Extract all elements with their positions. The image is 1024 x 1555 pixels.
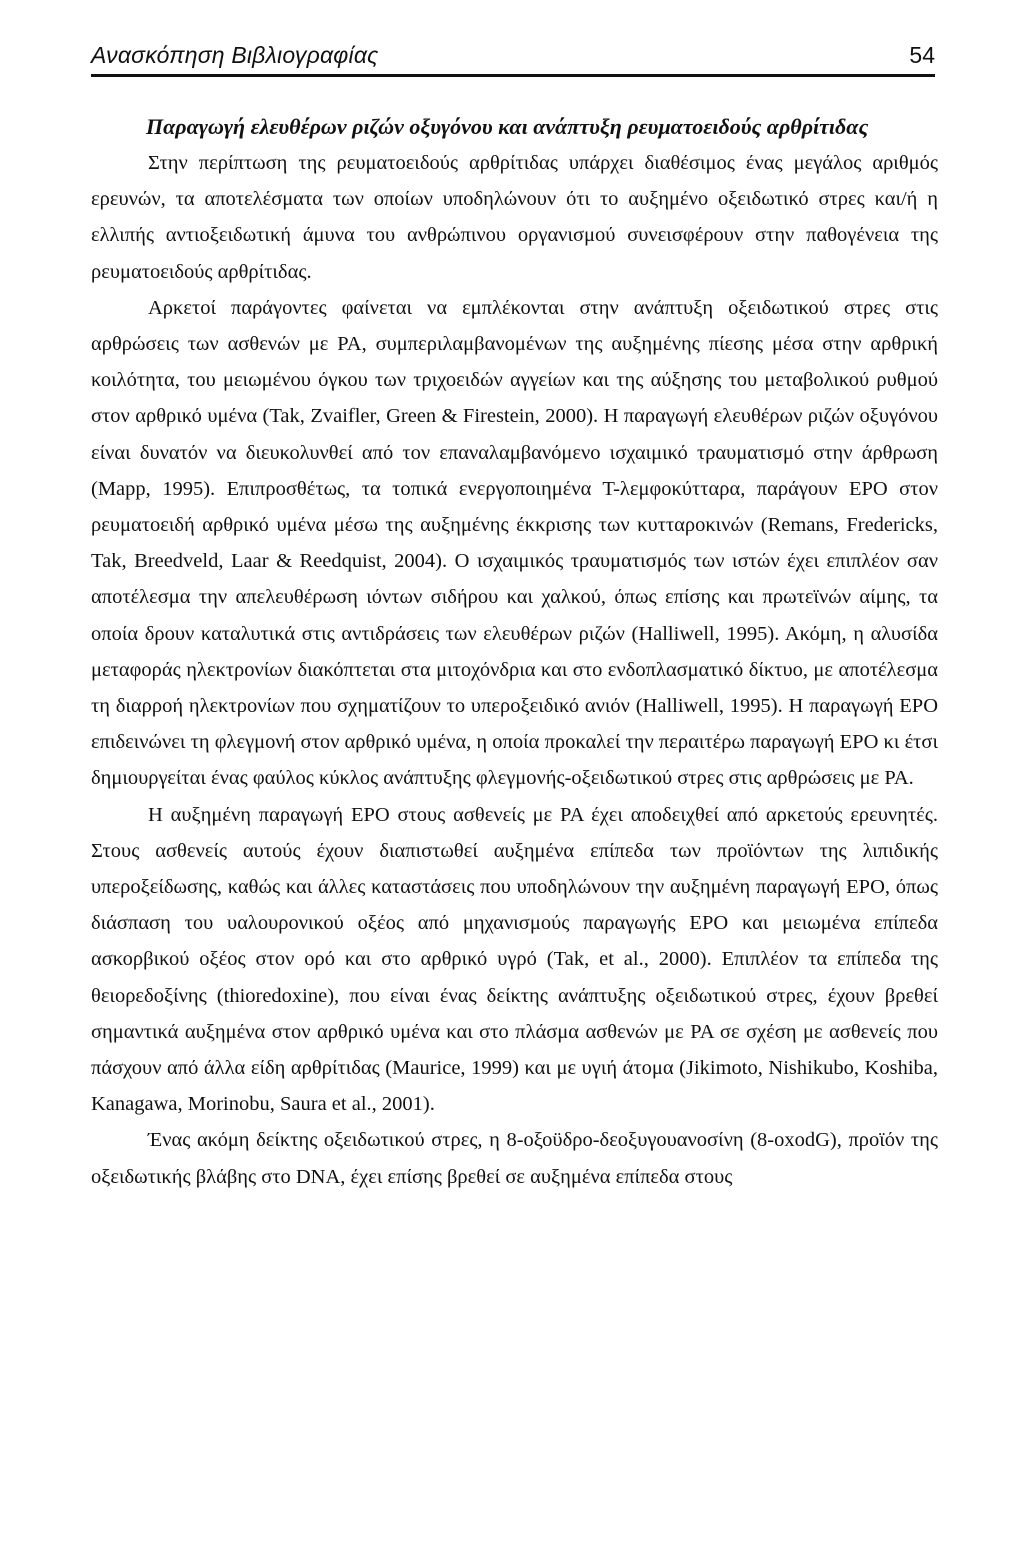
chapter-title: Ανασκόπηση Βιβλιογραφίας bbox=[91, 42, 379, 68]
page-number: 54 bbox=[909, 42, 935, 68]
header-divider bbox=[91, 74, 935, 77]
paragraph: Στην περίπτωση της ρευματοειδούς αρθρίτιδας υπάρχει διαθέσιμος ένας μεγάλος αριθμός ερευνών, τα αποτελέσματα των οποίων υποδηλώνουν ότι το αυξημένο οξειδωτικό στρες και/ή η ελλιπής αντιοξειδωτική άμυνα του ανθρώπινου οργανισμού συνεισφέρουν στην παθογένεια της ρευματοειδούς αρθρίτιδας. bbox=[91, 152, 938, 283]
running-header bbox=[91, 40, 935, 74]
paragraph: Ένας ακόμη δείκτης οξειδωτικού στρες, η 8-οξοϋδρο-δεοξυγουανοσίνη (8-oxodG), προϊόν της οξειδωτικής βλάβης στο DNA, έχει επίσης βρεθεί σε αυξημένα επίπεδα στους bbox=[91, 1129, 938, 1188]
body-text bbox=[91, 108, 938, 1195]
paragraph: Αρκετοί παράγοντες φαίνεται να εμπλέκονται στην ανάπτυξη οξειδωτικού στρες στις αρθρώσεις των ασθενών με ΡΑ, συμπεριλαμβανομένων της αυξημένης πίεσης μέσα στην αρθρική κοιλότητα, του μειωμένου όγκου των τριχοειδών αγγείων και της αύξησης του μεταβολικού ρυθμού στον αρθρικό υμένα (Tak, Zvaifler, Green & Firestein, 2000). Η παραγωγή ελευθέρων ριζών οξυγόνου είναι δυνατόν να διευκολυνθεί από τον επαναλαμβανόμενο ισχαιμικό τραυματισμό στην άρθρωση (Mapp, 1995). Επιπροσθέτως, τα τοπικά ενεργοποιημένα Τ-λεμφοκύτταρα, παράγουν ΕΡΟ στον ρευματοειδή αρθρικό υμένα μέσω της αυξημένης έκκρισης των κυτταροκινών (Remans, Fredericks, Tak, Breedveld, Laar & Reedquist, 2004). Ο ισχαιμικός τραυματισμός των ιστών έχει επιπλέον σαν αποτέλεσμα την απελευθέρωση ιόντων σιδήρου και χαλκού, όπως επίσης και πρωτεϊνών αίμης, τα οποία δρουν καταλυτικά στις αντιδράσεις των ελευθέρων ριζών (Halliwell, 1995). Ακόμη, η αλυσίδα μεταφοράς ηλεκτρονίων διακόπτεται στα μιτοχόνδρια και στο ενδοπλασματικό δίκτυο, με αποτέλεσμα τη διαρροή ηλεκτρονίων που σχηματίζουν το υπεροξειδικό ανιόν (Halliwell, 1995). Η παραγωγή ΕΡΟ επιδεινώνει τη φλεγμονή στον αρθρικό υμένα, η οποία προκαλεί την περαιτέρω παραγωγή ΕΡΟ κι έτσι δημιουργείται ένας φαύλος κύκλος ανάπτυξης φλεγμονής-οξειδωτικού στρες στις αρθρώσεις με ΡΑ. bbox=[91, 296, 938, 790]
section-heading: Παραγωγή ελευθέρων ριζών οξυγόνου και ανάπτυξη ρευματοειδούς αρθρίτιδας bbox=[146, 114, 869, 139]
paragraph: Η αυξημένη παραγωγή ΕΡΟ στους ασθενείς με ΡΑ έχει αποδειχθεί από αρκετούς ερευνητές. Στους ασθενείς αυτούς έχουν διαπιστωθεί αυξημένα επίπεδα των προϊόντων της λιπιδικής υπεροξείδωσης, καθώς και άλλες καταστάσεις που υποδηλώνουν την αυξημένη παραγωγή ΕΡΟ, όπως διάσπαση του υαλουρονικού οξέος από μηχανισμούς παραγωγής ΕΡΟ και μειωμένα επίπεδα ασκορβικού οξέος στον ορό και στο αρθρικό υγρό (Tak, et al., 2000). Επιπλέον τα επίπεδα της θειορεδοξίνης (thioredoxine), που είναι ένας δείκτης ανάπτυξης οξειδωτικού στρες, έχουν βρεθεί σημαντικά αυξημένα στον αρθρικό υμένα και στο πλάσμα ασθενών με ΡΑ σε σχέση με ασθενείς που πάσχουν από άλλα είδη αρθρίτιδας (Maurice, 1999) και με υγιή άτομα (Jikimoto, Nishikubo, Koshiba, Kanagawa, Morinobu, Saura et al., 2001). bbox=[91, 803, 938, 1116]
